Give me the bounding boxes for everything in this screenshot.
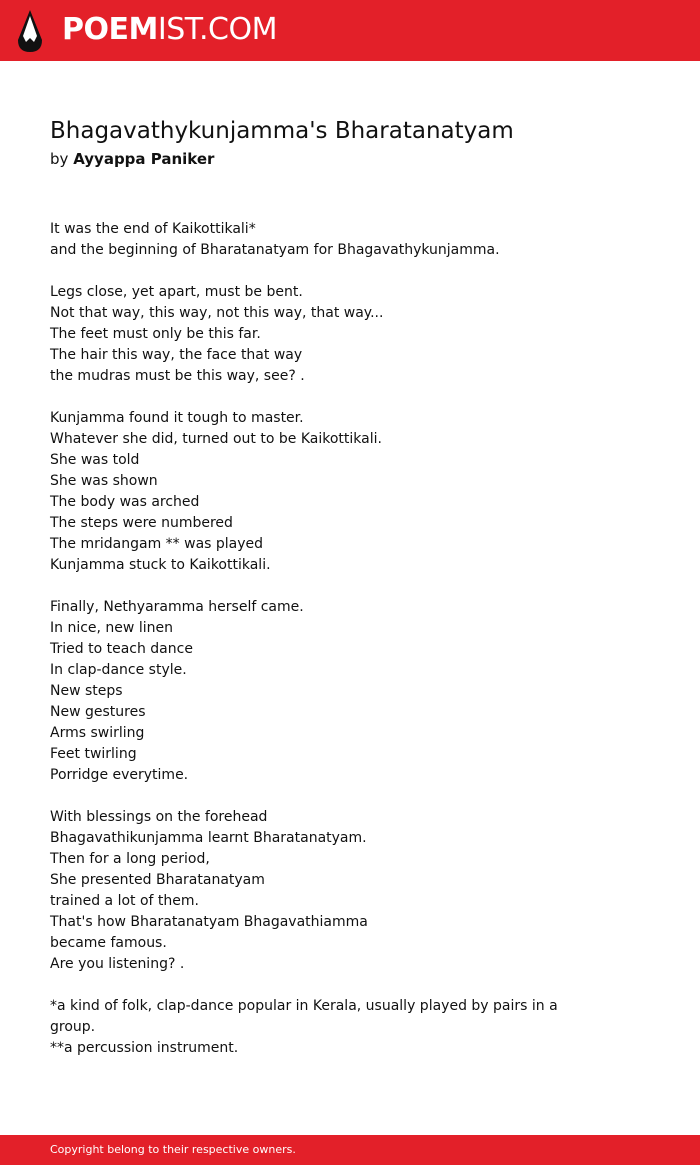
poem-line: *a kind of folk, clap-dance popular in Kerala, usually played by pairs in a group. bbox=[50, 998, 558, 1035]
poem-line: The hair this way, the face that way bbox=[50, 347, 303, 363]
poem-line: The body was arched bbox=[50, 494, 200, 510]
poem-line: That's how Bharatanatyam Bhagavathiamma bbox=[50, 914, 368, 930]
poem-line: The steps were numbered bbox=[50, 515, 233, 531]
poem-line: Arms swirling bbox=[50, 725, 145, 741]
poem-line: trained a lot of them. bbox=[50, 893, 199, 909]
poem-body bbox=[50, 219, 560, 1059]
byline bbox=[50, 149, 214, 169]
poem-line: She was told bbox=[50, 452, 140, 468]
by-label: by bbox=[50, 150, 69, 168]
poem-line: Feet twirling bbox=[50, 746, 137, 762]
poem-line: **a percussion instrument. bbox=[50, 1040, 239, 1056]
poem-line: Not that way, this way, not this way, that way... bbox=[50, 305, 384, 321]
poem-line: It was the end of Kaikottikali* bbox=[50, 221, 256, 237]
poem-line: Then for a long period, bbox=[50, 851, 210, 867]
poem-stanza bbox=[50, 219, 560, 261]
poem-line: She presented Bharatanatyam bbox=[50, 872, 265, 888]
poem-line: In nice, new linen bbox=[50, 620, 173, 636]
poem-line: In clap-dance style. bbox=[50, 662, 187, 678]
logo-text-bold: POEM bbox=[62, 12, 158, 47]
author-name: Ayyappa Paniker bbox=[73, 150, 215, 168]
poem-line: and the beginning of Bharatanatyam for Bhagavathykunjamma. bbox=[50, 242, 500, 258]
poem-line: Whatever she did, turned out to be Kaikottikali. bbox=[50, 431, 382, 447]
poem-line: New steps bbox=[50, 683, 123, 699]
poem-line: Bhagavathikunjamma learnt Bharatanatyam. bbox=[50, 830, 367, 846]
poem-line: She was shown bbox=[50, 473, 158, 489]
poem-line: Finally, Nethyaramma herself came. bbox=[50, 599, 304, 615]
poem-line: Kunjamma found it tough to master. bbox=[50, 410, 304, 426]
poem-stanza bbox=[50, 282, 560, 387]
copyright-text: Copyright belong to their respective owners. bbox=[50, 1143, 296, 1156]
poem-stanza bbox=[50, 807, 560, 975]
poem-line: became famous. bbox=[50, 935, 167, 951]
poem-stanza bbox=[50, 597, 560, 786]
site-footer bbox=[0, 1135, 700, 1165]
poem-line: Kunjamma stuck to Kaikottikali. bbox=[50, 557, 271, 573]
poem-title: Bhagavathykunjamma's Bharatanatyam bbox=[50, 118, 514, 144]
site-header bbox=[0, 0, 700, 61]
poem-line: Legs close, yet apart, must be bent. bbox=[50, 284, 303, 300]
logo-text-light: IST.COM bbox=[157, 12, 277, 47]
site-logo[interactable] bbox=[62, 12, 277, 48]
poem-stanza bbox=[50, 408, 560, 576]
poem-line: With blessings on the forehead bbox=[50, 809, 268, 825]
poem-stanza bbox=[50, 996, 560, 1059]
poem-line: the mudras must be this way, see? . bbox=[50, 368, 305, 384]
poem-line: The feet must only be this far. bbox=[50, 326, 261, 342]
poem-line: Porridge everytime. bbox=[50, 767, 189, 783]
poem-line: Tried to teach dance bbox=[50, 641, 193, 657]
poem-line: Are you listening? . bbox=[50, 956, 185, 972]
poem-line: New gestures bbox=[50, 704, 146, 720]
pen-nib-icon[interactable] bbox=[17, 10, 43, 52]
poem-line: The mridangam ** was played bbox=[50, 536, 264, 552]
